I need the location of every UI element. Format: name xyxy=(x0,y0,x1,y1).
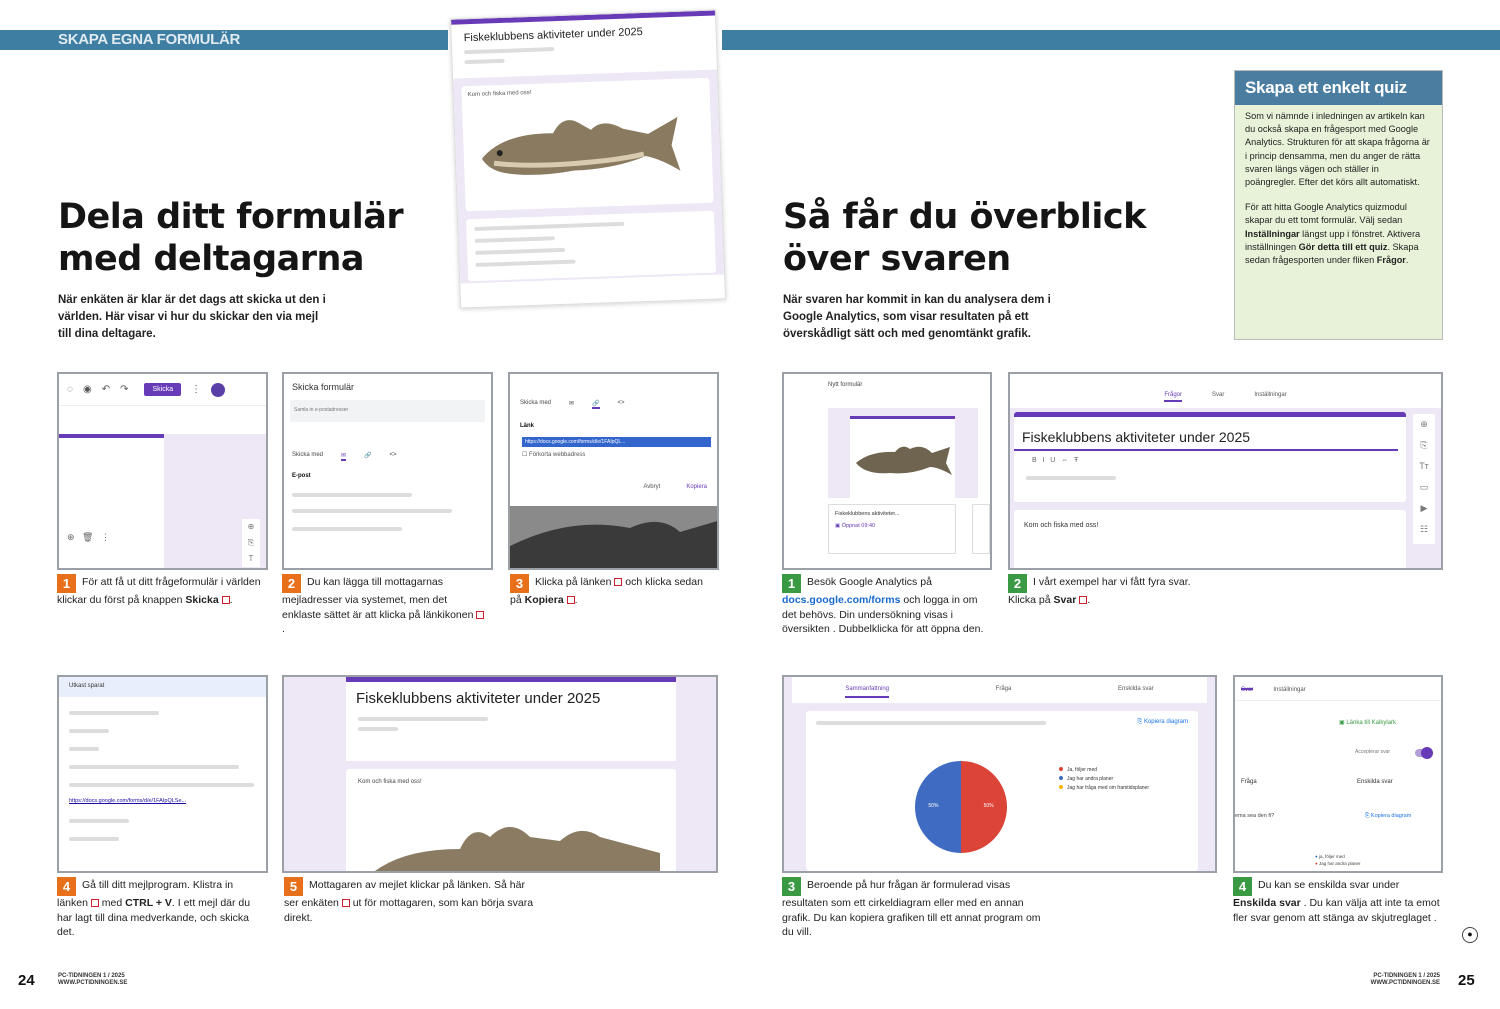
tab-questions[interactable]: Frågor xyxy=(1164,392,1182,402)
pie-chart xyxy=(806,729,1198,869)
magazine-footer-left: PC-TIDNINGEN 1 / 2025 WWW.PCTIDNINGEN.SE xyxy=(58,973,128,986)
step-number: 5 xyxy=(284,877,303,896)
redo-icon[interactable]: ↷ xyxy=(120,384,129,395)
cancel-button[interactable]: Avbryt xyxy=(643,484,661,490)
right-step-1-caption xyxy=(782,574,987,637)
pie-label: 50% xyxy=(928,803,939,809)
step-number: 3 xyxy=(782,877,801,896)
screenshot-right-step-2: Frågor Svar Inställningar Fiskeklubbens aktiviteter under 2025 B I U ⇔ Ŧ Kom och fiska med oss! ⊕ ⎘ Tт ▭ ▶ ☷ xyxy=(1008,372,1443,570)
caption-bold: Skicka xyxy=(185,594,219,606)
right-heading-line1: Så får du överblick xyxy=(783,197,1146,237)
left-heading xyxy=(58,196,438,280)
screenshot-step-5 xyxy=(282,675,718,873)
cod-fish-image xyxy=(360,797,660,873)
screenshot-right-step-4: Svar Inställningar ▣ Länka till Kalkylark Accepterar svar Fråga Enskilda svar ema sea den fi? ⎘ Kopiera diagram ● ja, följer med ● Jag har andra planer xyxy=(1233,675,1443,873)
quiz-bold: Gör detta till ett quiz xyxy=(1298,241,1388,252)
tab-settings[interactable]: Inställningar xyxy=(1273,687,1306,693)
quiz-title: Skapa ett enkelt quiz xyxy=(1235,71,1442,105)
tab-question[interactable]: Fråga xyxy=(995,686,1012,692)
left-heading-line1: Dela ditt formulär xyxy=(58,197,404,237)
legend-label: Ja, följer med xyxy=(1067,767,1098,773)
legend-label: Jag har andra planer xyxy=(1067,776,1114,782)
step-number: 4 xyxy=(1233,877,1252,896)
tab-individual[interactable]: Enskilda svar xyxy=(1117,686,1154,692)
left-step-1-caption: 1 För att få ut ditt frågeformulär i världen klickar du först på knappen Skicka . xyxy=(57,576,261,606)
caption-text: . Du kan välja att inte ta emot fler svar genom att stänga av skjutreglaget . xyxy=(1233,897,1440,924)
caption-text: och logga in om det behövs. Din undersökning visas i översikten . Dubbelklicka för att öppna den. xyxy=(782,594,984,635)
email-tab-icon[interactable]: ✉ xyxy=(341,453,347,459)
recipient-question: Kom och fiska med oss! xyxy=(358,779,422,785)
quiz-bold: Frågor xyxy=(1376,255,1406,266)
hero-question: Kom och fiska med oss! xyxy=(467,89,532,99)
caption-text: med xyxy=(98,897,126,909)
callout-marker xyxy=(1079,596,1087,604)
tab-answers[interactable]: Svar xyxy=(1241,687,1254,693)
caption-text: Gå till ditt mejlprogram. Klistra in länken xyxy=(57,879,234,909)
cod-fish-image xyxy=(472,97,685,194)
left-intro: När enkäten är klar är det dags att skicka ut den i världen. Här visar vi hur du skickar den via mejl till dina deltagare. xyxy=(58,294,326,340)
screenshot-step-3: Skicka med ✉ 🔗 <> Länk https://docs.google.com/forms/d/e/1FAIpQL... ☐ Förkorta webbadress Avbryt Kopiera xyxy=(508,372,719,570)
caption-text: För att få ut ditt frågeformulär i världen klickar du först på knappen xyxy=(57,576,261,606)
email-subject: Utkast sparat xyxy=(59,677,266,697)
preview-icon[interactable]: ◉ xyxy=(82,384,92,395)
screenshot-right-step-3 xyxy=(782,675,1217,873)
right-step-2-caption: 2 I vårt exempel har vi fått fyra svar. Klicka på Svar . xyxy=(1008,576,1191,606)
copy-chart-button[interactable]: ⎘ Kopiera diagram xyxy=(1365,813,1412,819)
magazine-footer-right: PC-TIDNINGEN 1 / 2025 WWW.PCTIDNINGEN.SE xyxy=(1370,973,1440,986)
quiz-paragraph-1: Som vi nämnde i inledningen av artikeln kan du också skapa en frågesport med Google Analytics. Strukturen för att skapa frågorna är i princip densamma, men du anger de rätta svaren längs vägen och ställer in poängregler. Efter det körs allt automatiskt. xyxy=(1245,111,1430,188)
right-intro: När svaren har kommit in kan du analysera dem i Google Analytics, som visar resultaten på ett överskådligt sätt och med genomtänkt grafik. xyxy=(783,294,1051,340)
quiz-text: . Skapa sedan frågesporten under fliken xyxy=(1245,241,1419,266)
step-number: 1 xyxy=(57,574,76,593)
sheets-link[interactable]: ▣ Länka till Kalkylark xyxy=(1339,720,1397,726)
left-step-4-caption xyxy=(57,877,262,940)
quiz-sidebar xyxy=(1234,70,1443,340)
quiz-text: För att hitta Google Analytics quizmodul skapar du ett tomt formulär. Välj sedan xyxy=(1245,202,1407,226)
screenshot-step-4 xyxy=(57,675,268,873)
caption-text: Du kan se enskilda svar under xyxy=(1258,879,1400,891)
avatar[interactable] xyxy=(211,383,225,397)
callout-marker xyxy=(567,596,575,604)
right-heading xyxy=(783,196,1223,280)
hero-form-title: Fiskeklubbens aktiviteter under 2025 xyxy=(463,26,643,45)
left-step-3-caption: 3 Klicka på länken och klicka sedan på Kopiera . xyxy=(510,576,703,606)
link-tab-icon[interactable]: 🔗 xyxy=(364,453,372,459)
caption-text: I vårt exempel har vi fått fyra svar. Klicka på xyxy=(1008,576,1191,606)
tab-summary[interactable]: Sammanfattning xyxy=(845,686,889,698)
caption-text: Du kan lägga till mottagarnas mejladresser via systemet, men det enklaste sättet är att klicka på länkikonen xyxy=(282,576,477,621)
accept-responses-toggle[interactable] xyxy=(1415,749,1431,757)
quiz-text: . xyxy=(1405,255,1409,266)
individual-label[interactable]: Enskilda svar xyxy=(1357,779,1393,785)
caption-bold: CTRL + V xyxy=(125,897,172,909)
caption-text: . I ett mejl där du har lagt till dina medverkande, och skicka det. xyxy=(57,897,251,938)
section-band-right xyxy=(722,30,1500,50)
more-icon[interactable]: ⋮ xyxy=(191,384,202,395)
hero-form-screenshot xyxy=(450,9,726,308)
callout-marker xyxy=(222,596,230,604)
callout-marker xyxy=(91,899,99,907)
left-step-5-caption xyxy=(284,877,534,925)
right-step-3-caption xyxy=(782,877,1047,940)
caption-bold: Svar xyxy=(1053,594,1077,606)
quiz-paragraph-2 xyxy=(1235,189,1442,267)
caption-bold: Enskilda svar xyxy=(1233,897,1301,909)
palette-icon[interactable]: ◌ xyxy=(67,384,73,395)
step-number: 2 xyxy=(282,574,301,593)
step-number: 2 xyxy=(1008,574,1027,593)
recipient-form-title: Fiskeklubbens aktiviteter under 2025 xyxy=(356,690,601,707)
caption-bold: Kopiera xyxy=(524,594,564,606)
right-step-4-caption xyxy=(1233,877,1443,925)
shorten-checkbox[interactable]: ☐ Förkorta webbadress xyxy=(522,452,586,458)
step-number: 4 xyxy=(57,877,76,896)
pie-label: 50% xyxy=(983,803,994,809)
caption-text: och klicka sedan på xyxy=(510,576,703,606)
send-button[interactable]: Skicka xyxy=(144,383,181,396)
page-number-left: 24 xyxy=(18,972,35,989)
caption-text: Mottagaren av mejlet klickar på länken. Så här ser enkäten xyxy=(284,879,525,909)
step-number: 3 xyxy=(510,574,529,593)
step-number: 1 xyxy=(782,574,801,593)
copy-button[interactable]: Kopiera xyxy=(686,484,707,490)
legend-dot xyxy=(1059,785,1063,789)
quiz-text: längst upp i fönstret. Aktivera inställningen xyxy=(1245,228,1421,252)
email-link[interactable]: https://docs.google.com/forms/d/e/1FAIpQLSe... xyxy=(69,798,187,804)
embed-tab-icon[interactable]: <> xyxy=(389,452,397,458)
callout-marker xyxy=(476,611,484,619)
send-form-title: Skicka formulär xyxy=(292,382,355,392)
cod-fish-image xyxy=(850,435,955,485)
screenshot-step-1: ◌ ◉ ↶ ↷ Skicka ⋮ ⊕ 🗑 ⋮ ⊕ ⎘ T xyxy=(57,372,268,570)
question-card[interactable]: Kom och fiska med oss! xyxy=(1014,510,1406,570)
section-label: SKAPA EGNA FORMULÄR xyxy=(58,31,241,48)
cod-fish-image xyxy=(510,506,719,568)
legend-dot xyxy=(1059,776,1063,780)
undo-icon[interactable]: ↶ xyxy=(101,384,111,395)
caption-text: ut för mottagaren, som kan börja svara direkt. xyxy=(284,897,534,924)
left-heading-line2: med deltagarna xyxy=(58,239,365,279)
screenshot-right-step-1: Nytt formulär Fiskeklubbens aktiviteter... ▣ Öppnat 09:40 xyxy=(782,372,992,570)
caption-text: . xyxy=(282,623,285,635)
end-mark-icon: ● xyxy=(1462,927,1478,943)
forms-link[interactable]: docs.google.com/forms xyxy=(782,594,901,606)
page-number-right: 25 xyxy=(1458,972,1475,989)
tab-settings[interactable]: Inställningar xyxy=(1254,392,1287,398)
right-heading-line2: över svaren xyxy=(783,239,1011,279)
legend-label: Jag har fråga med om framtidsplaner xyxy=(1067,785,1149,791)
callout-marker xyxy=(342,899,350,907)
copy-chart-button[interactable]: ⎘ Kopiera diagram xyxy=(1137,719,1188,725)
left-step-2-caption xyxy=(282,574,487,637)
form-title-field[interactable]: Fiskeklubbens aktiviteter under 2025 xyxy=(1014,417,1398,451)
question-label: Fråga xyxy=(1241,779,1257,785)
tab-answers[interactable]: Svar xyxy=(1211,392,1225,398)
form-toolbar[interactable]: ⊕ ⎘ Tт ▭ ▶ ☷ xyxy=(1413,414,1435,544)
caption-text: Besök Google Analytics på xyxy=(807,576,932,588)
legend-dot xyxy=(1059,767,1063,771)
caption-text: Beroende på hur frågan är formulerad visas resultaten som ett cirkeldiagram eller med en annan grafik. Du kan kopiera grafiken till ett annat program om du vill. xyxy=(782,879,1041,938)
new-form-label: Nytt formulär xyxy=(828,382,863,388)
share-link-field[interactable]: https://docs.google.com/forms/d/e/1FAIpQL... xyxy=(522,437,711,447)
screenshot-step-2: Skicka formulär Samla in e-postadresser Skicka med ✉ 🔗 <> E-post xyxy=(282,372,493,570)
quiz-bold: Inställningar xyxy=(1245,228,1300,239)
caption-text: Klicka på länken xyxy=(535,576,615,588)
